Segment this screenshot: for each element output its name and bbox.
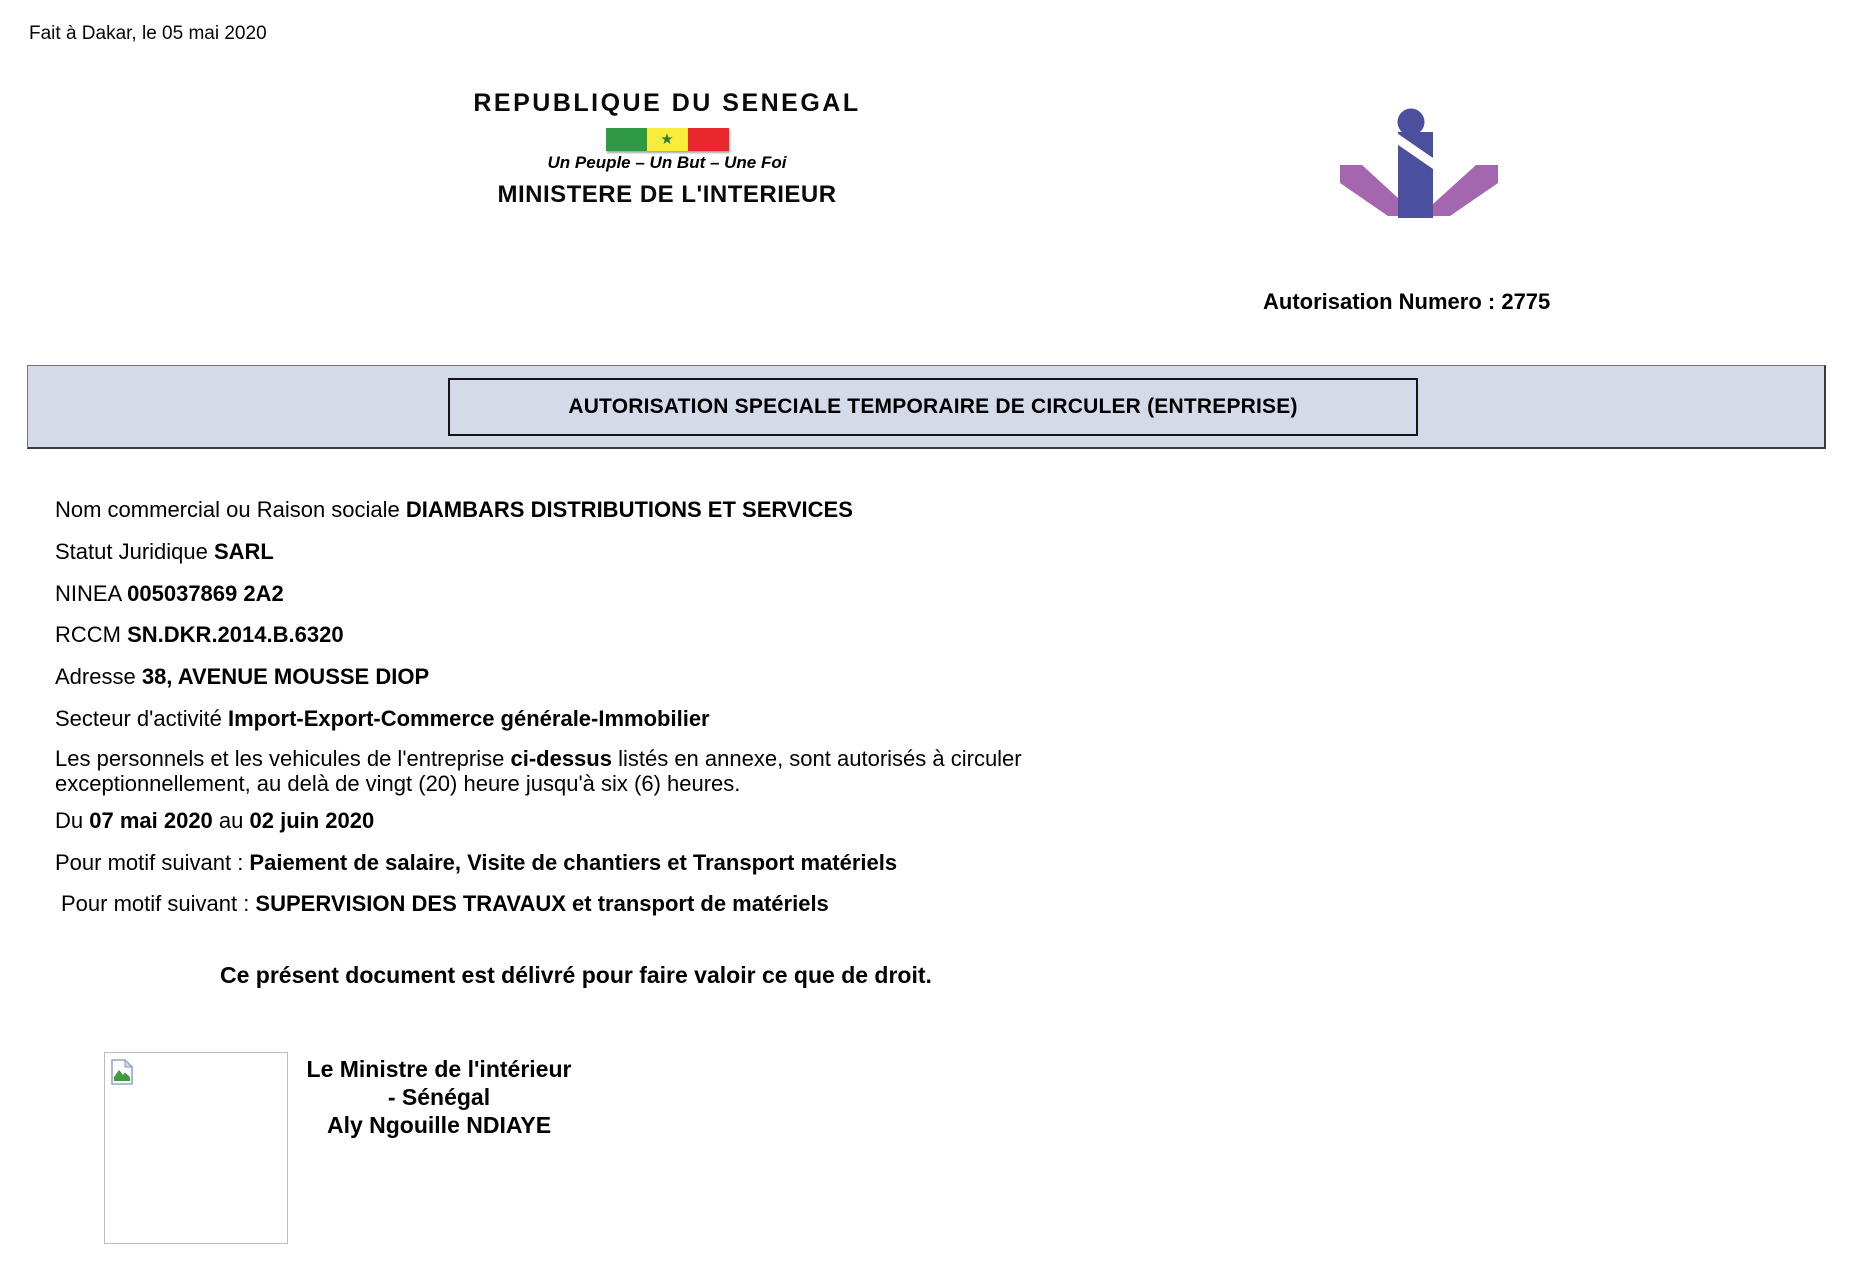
senegal-flag (606, 128, 729, 151)
authorization-text-line1: Les personnels et les vehicules de l'entreprise ci-dessus listés en annexe, sont autorisés à circuler (55, 746, 1022, 771)
minister-title: Le Ministre de l'intérieur (306, 1056, 572, 1082)
signature-image-placeholder (104, 1052, 288, 1244)
republic-title: REPUBLIQUE DU SENEGAL (473, 89, 861, 117)
flag-star-icon: ★ (660, 131, 674, 148)
issue-date: Fait à Dakar, le 05 mai 2020 (29, 23, 267, 44)
field-legal-status: Statut Juridique SARL (55, 539, 274, 564)
logo-right-wing (1433, 165, 1498, 216)
banner-band (27, 365, 1826, 449)
national-motto: Un Peuple – Un But – Une Foi (547, 153, 787, 172)
field-motive-1: Pour motif suivant : Paiement de salaire, Visite de chantiers et Transport matériels (55, 850, 898, 875)
document-title: AUTORISATION SPECIALE TEMPORAIRE DE CIRCULER (ENTREPRISE) (568, 395, 1298, 418)
field-activity-sector: Secteur d'activité Import-Export-Commerce générale-Immobilier (55, 706, 710, 731)
field-ninea: NINEA 005037869 2A2 (55, 581, 284, 606)
closing-statement: Ce présent document est délivré pour faire valoir ce que de droit. (220, 962, 932, 988)
minister-name: Aly Ngouille NDIAYE (326, 1112, 552, 1138)
logo-person-head (1398, 109, 1425, 136)
broken-image-icon (110, 1059, 134, 1085)
authorization-text-line2: exceptionnellement, au delà de vingt (20) heure jusqu'à six (6) heures. (55, 771, 741, 796)
authorization-number: Autorisation Numero : 2775 (1263, 289, 1551, 314)
ministry-title: MINISTERE DE L'INTERIEUR (497, 181, 837, 208)
field-address: Adresse 38, AVENUE MOUSSE DIOP (55, 664, 430, 689)
field-motive-2: Pour motif suivant : SUPERVISION DES TRAVAUX et transport de matériels (61, 891, 829, 916)
ministry-interior-logo-icon (1340, 108, 1498, 220)
logo-left-wing (1340, 165, 1398, 216)
field-company-name: Nom commercial ou Raison sociale DIAMBARS DISTRIBUTIONS ET SERVICES (55, 497, 853, 522)
field-rccm: RCCM SN.DKR.2014.B.6320 (55, 622, 344, 647)
banner-title-box (448, 378, 1418, 436)
national-header (417, 91, 917, 206)
minister-signature-block (299, 1055, 579, 1139)
field-validity-period: Du 07 mai 2020 au 02 juin 2020 (55, 808, 375, 833)
minister-country: - Sénégal (387, 1084, 491, 1110)
